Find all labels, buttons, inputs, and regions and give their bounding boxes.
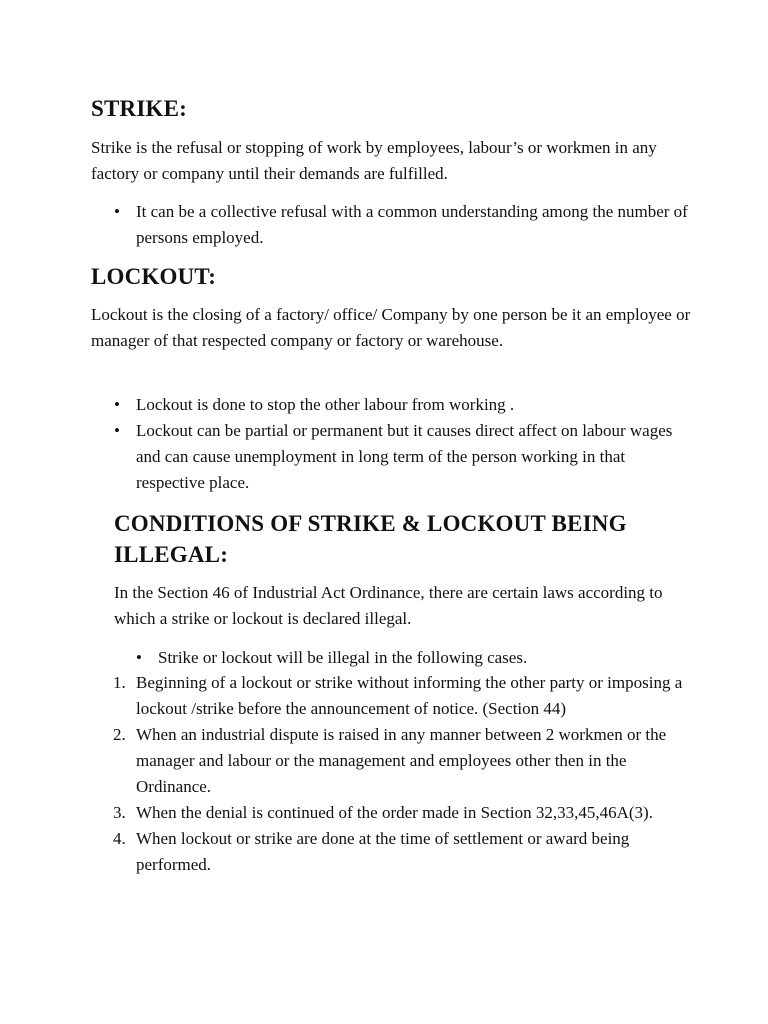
strike-bullet-list [136, 199, 696, 251]
list-item: • Lockout is done to stop the other labour from working . [136, 392, 696, 418]
numbered-item [113, 722, 696, 800]
strike-definition: Strike is the refusal or stopping of work by employees, labour’s or workmen in any factory or company until their demands are fulfilled. [91, 138, 657, 183]
list-item: • Lockout can be partial or permanent but it causes direct affect on labour wages and can cause unemployment in long term of the person working in that respective place. [136, 418, 696, 496]
numbered-item [113, 800, 696, 826]
strike-heading: STRIKE: [91, 96, 187, 121]
list-number: 3. [113, 803, 126, 822]
conditions-intro: In the Section 46 of Industrial Act Ordinance, there are certain laws according to which a strike or lockout is declared illegal. [114, 583, 663, 628]
lockout-definition: Lockout is the closing of a factory/ office/ Company by one person be it an employee or manager of that respected company or factory or warehouse. [91, 305, 691, 350]
numbered-item [113, 670, 696, 722]
numbered-item-text: When lockout or strike are done at the time of settlement or award being performed. [136, 829, 630, 874]
conditions-heading: CONDITIONS OF STRIKE & LOCKOUT BEING ILLEGAL: [114, 511, 627, 567]
list-number: 4. [113, 829, 126, 848]
list-number: 1. [113, 673, 126, 692]
numbered-item [113, 826, 696, 878]
numbered-item-text: When the denial is continued of the order made in Section 32,33,45,46A(3). [136, 803, 653, 822]
lockout-bullet-list [136, 392, 696, 496]
numbered-item-text: Beginning of a lockout or strike without informing the other party or imposing a lockout /strike before the announcement of notice. (Section 44) [136, 673, 683, 718]
list-number: 2. [113, 725, 126, 744]
conditions-bullet-list [158, 645, 698, 671]
list-item: • Strike or lockout will be illegal in the following cases. [158, 645, 698, 671]
conditions-numbered-list [113, 670, 696, 878]
list-item: • It can be a collective refusal with a common understanding among the number of persons employed. [136, 199, 696, 251]
lockout-heading: LOCKOUT: [91, 264, 217, 289]
numbered-item-text: When an industrial dispute is raised in any manner between 2 workmen or the manager and labour or the management and employees other then in the Ordinance. [136, 725, 667, 796]
